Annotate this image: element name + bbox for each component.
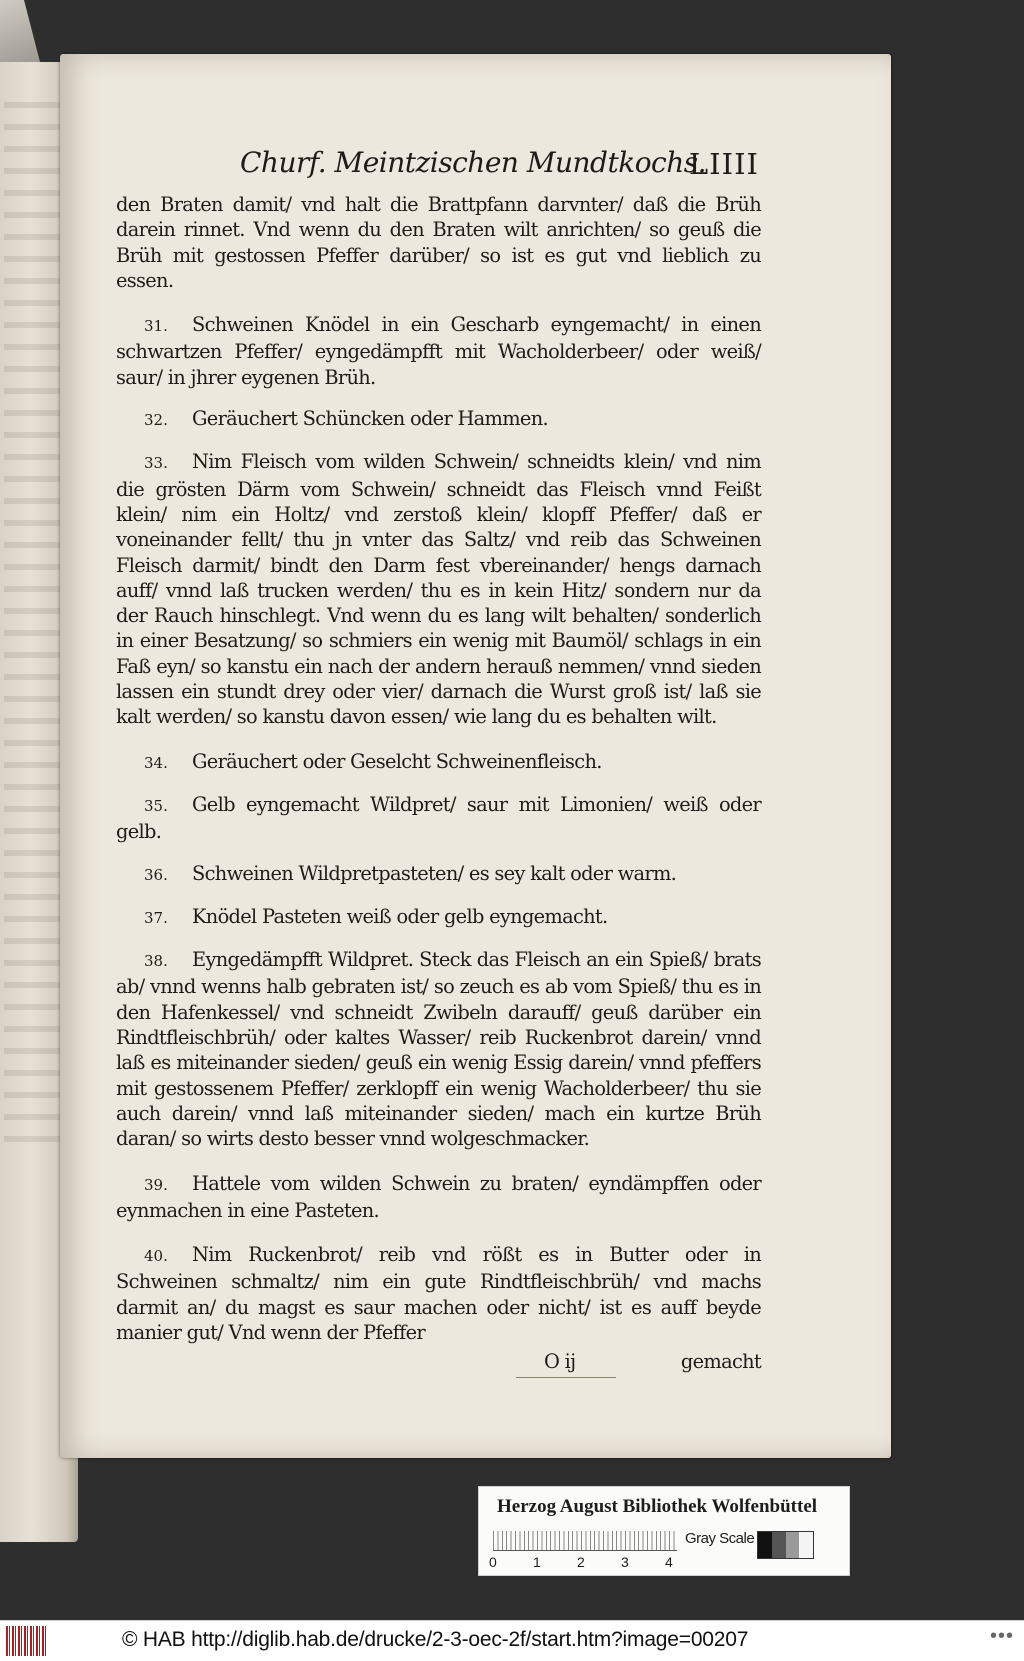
entry-number: 35.	[144, 796, 168, 815]
scale-number: 0	[489, 1554, 497, 1570]
gray-swatch	[758, 1532, 772, 1558]
page-footer	[116, 1349, 761, 1375]
color-calibration-bar	[478, 1486, 850, 1576]
copyright-url-text[interactable]: © HAB http://diglib.hab.de/drucke/2-3-oec-2f/start.htm?image=00207	[122, 1628, 749, 1651]
entry-text: Hattele vom wilden Schwein zu braten/ eyndämpffen oder eynmachen in eine Pasteten.	[116, 1171, 761, 1222]
entry-text: Knödel Pasteten weiß oder gelb eyngemacht.	[192, 904, 608, 928]
entry-38	[116, 947, 761, 1151]
entry-32	[116, 406, 761, 433]
entry-text: Geräuchert oder Geselcht Schweinenfleisch.	[192, 749, 602, 773]
library-name: Herzog August Bibliothek Wolfenbüttel	[497, 1496, 818, 1517]
scale-number: 4	[665, 1554, 673, 1570]
page-header	[116, 146, 761, 192]
entry-text: Schweinen Knödel in ein Gescharb eyngemacht/ in einen schwartzen Pfeffer/ eyngedämpfft mit Wacholderbeer/ oder weiß/ saur/ in jhrer eygenen Brüh.	[116, 313, 761, 389]
entry-text: Eyngedämpfft Wildpret. Steck das Fleisch an ein Spieß/ brats ab/ vnnd wenns halb gebraten ist/ so zeuch es ab vom Spieß/ thu es in den Hafenkessel/ vnd schneidt Zwibeln darauff/ geuß darüber ein Rindtfleischbrüh/ oder kaltes Wasser/ reib Ruckenbrot darein/ vnnd laß es miteinander sieden/ geuß ein wenig Essig darein/ vnnd pfeffers mit gestossenem Pfeffer/ zerklopff ein wenig Wacholderbeer/ thu sie auch darein/ vnnd laß miteinander sieden/ mach ein kurtze Brüh daran/ so wirts desto besser vnnd wolgeschmacker.	[116, 948, 761, 1151]
hab-barcode-icon[interactable]	[6, 1626, 46, 1656]
entry-number: 40.	[144, 1247, 168, 1266]
entry-text: Gelb eyngemacht Wildpret/ saur mit Limonien/ weiß oder gelb.	[116, 792, 761, 844]
entry-34	[116, 749, 761, 776]
viewer-footer-bar	[0, 1620, 1024, 1661]
signature-mark: O ij	[544, 1350, 576, 1374]
entry-37	[116, 904, 761, 931]
footer-rule	[516, 1377, 616, 1378]
entry-number: 37.	[144, 908, 168, 927]
page-text-block	[116, 146, 761, 1375]
left-page-show-through	[4, 102, 66, 1152]
entry-40	[116, 1242, 761, 1345]
scale-ruler	[493, 1531, 677, 1551]
entry-31	[116, 312, 761, 390]
scale-number: 3	[621, 1554, 629, 1570]
entry-number: 33.	[144, 454, 168, 473]
entry-number: 34.	[144, 753, 168, 772]
gray-scale-label: Gray Scale	[685, 1530, 755, 1547]
scale-number: 2	[577, 1554, 585, 1570]
running-head: Churf. Meintzischen Mundtkochs.	[240, 146, 707, 179]
entry-36	[116, 861, 761, 888]
entry-number: 38.	[144, 952, 168, 971]
entry-number: 36.	[144, 865, 168, 884]
entry-text: Schweinen Wildpretpasteten/ es sey kalt oder warm.	[192, 861, 677, 885]
ruler-ticks	[493, 1531, 677, 1551]
ruler-baseline	[493, 1550, 677, 1551]
scale-number: 1	[533, 1554, 541, 1570]
catchword: gemacht	[680, 1350, 761, 1374]
intro-paragraph: den Braten damit/ vnd halt die Brattpfann darvnter/ daß die Brüh darein rinnet. Vnd wenn du den Braten wilt anrichten/ so geuß die Brüh mit gestossen Pfeffer darüber/ so ist es gut vnd lieblich zu essen.	[116, 193, 761, 292]
gray-swatch	[799, 1532, 813, 1558]
entry-text: Nim Fleisch vom wilden Schwein/ schneidts klein/ vnd nim die grösten Därm vom Schwein/ schneidt das Fleisch vnnd Feißt klein/ nim ein Holtz/ vnd zerstoß klein/ klopff Pfeffer/ daß er voneinander fellt/ thu jn vnter das Saltz/ vnd reib das Schweinen Fleisch darmit/ bindt den Darm fest vbereinander/ hengs darnach auff/ vnnd laß trucken werden/ thu es in kein Hitz/ sondern nur da der Rauch hinschlegt. Vnd wenn du es lang wilt behalten/ sonderlich in einer Besatzung/ so schmiers ein wenig mit Baumöl/ schlags in ein Faß eyn/ so kanstu ein nach der andern herauß nemmen/ vnnd sieden lassen ein stundt drey oder vier/ darnach die Wurst groß ist/ laß sie kalt werden/ so kanstu davon essen/ wie lang du es behalten wilt.	[116, 450, 761, 729]
entry-35	[116, 792, 761, 845]
gray-swatch	[786, 1532, 800, 1558]
entry-text: Nim Ruckenbrot/ reib vnd rößt es in Butter oder in Schweinen schmaltz/ nim ein gute Rindtfleischbrüh/ vnd machs darmit an/ du magst es saur machen oder nicht/ ist es auff beyde manier gut/ Vnd wenn der Pfeffer	[116, 1243, 761, 1344]
entry-text: Geräuchert Schüncken oder Hammen.	[192, 407, 548, 431]
entry-number: 31.	[144, 317, 168, 336]
entry-number: 32.	[144, 411, 168, 430]
entry-39	[116, 1171, 761, 1224]
more-options-icon[interactable]: •••	[989, 1625, 1014, 1647]
gray-swatch	[772, 1532, 786, 1558]
entry-33	[116, 449, 761, 729]
page-number: LIIII	[688, 147, 759, 181]
gray-scale-swatches	[757, 1531, 814, 1559]
entry-number: 39.	[144, 1175, 168, 1194]
left-page-corner	[0, 0, 40, 62]
